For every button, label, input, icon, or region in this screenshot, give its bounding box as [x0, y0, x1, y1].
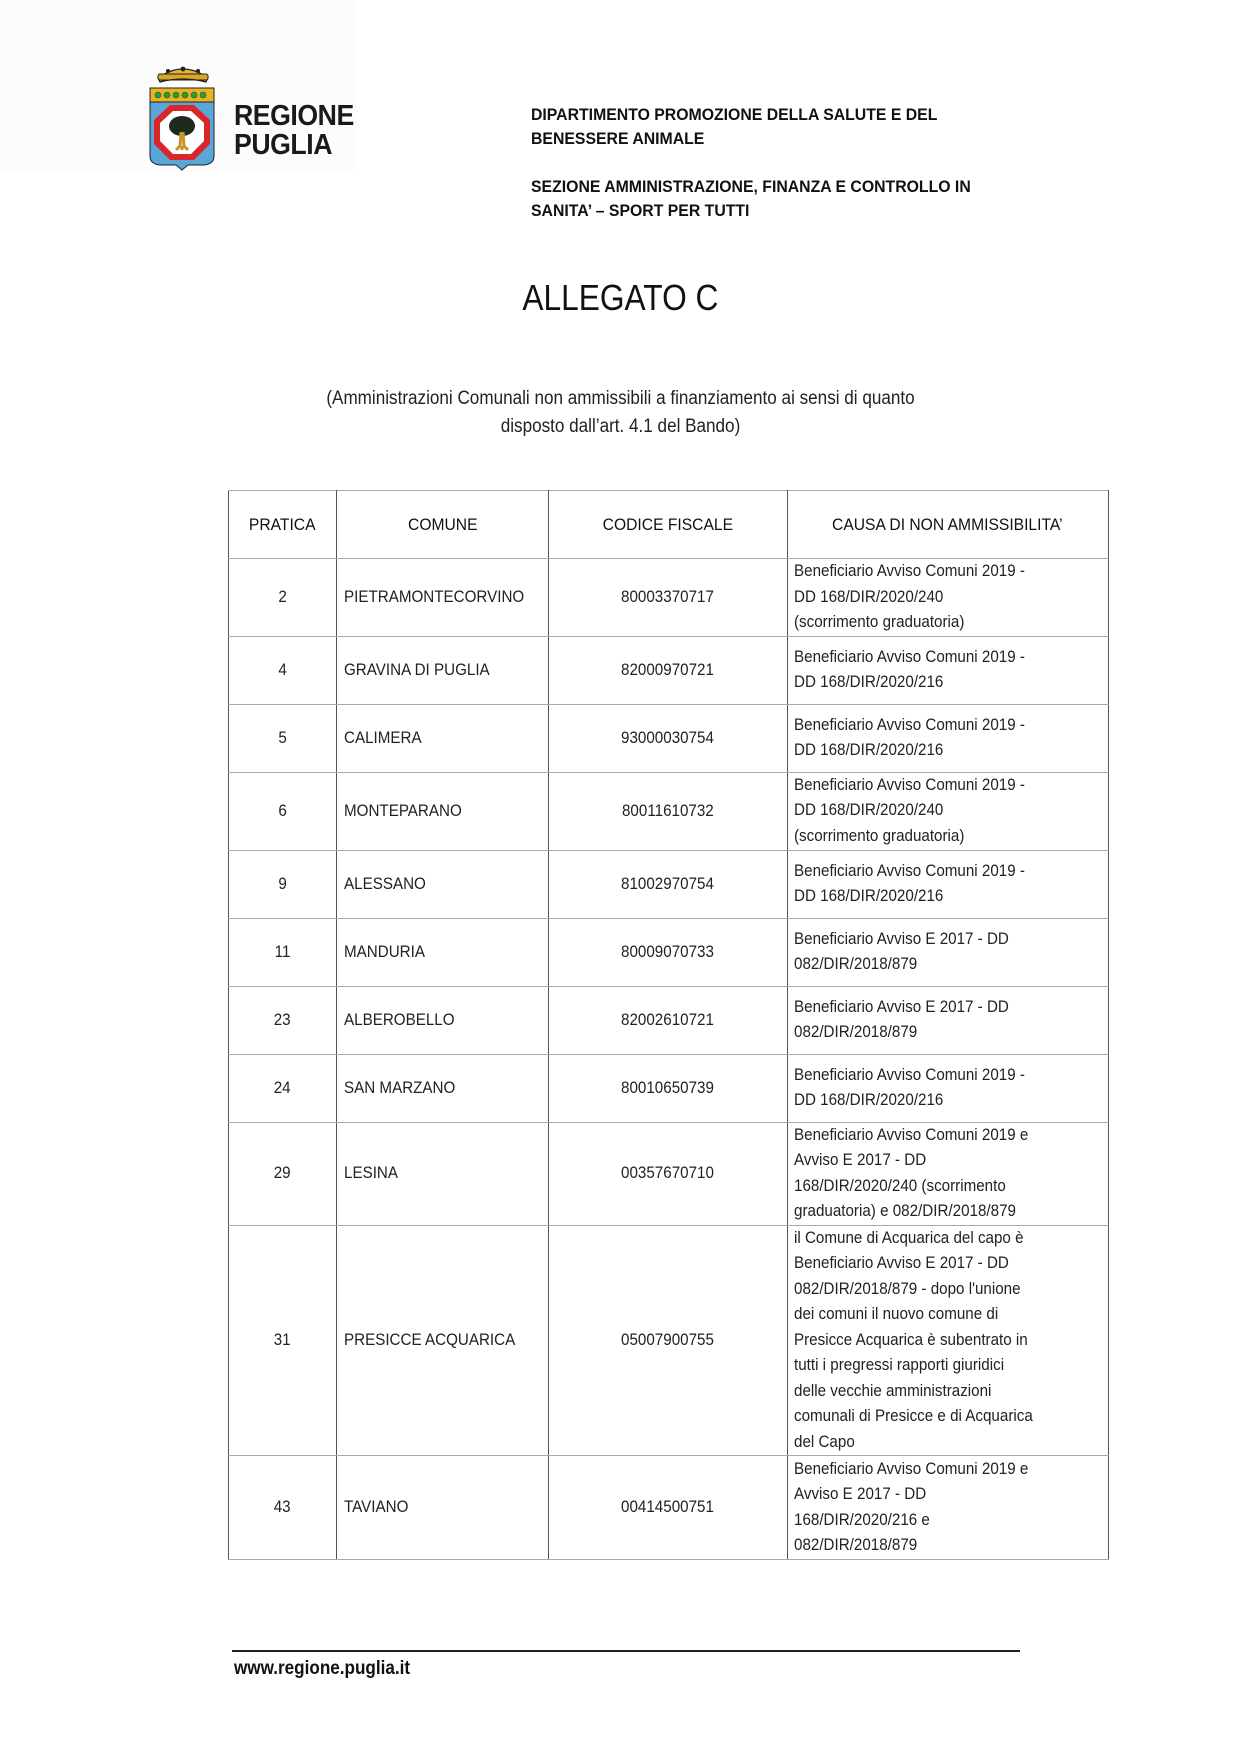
header-pratica: PRATICA [229, 491, 337, 559]
cell-codice-fiscale [549, 772, 787, 850]
cell-codice-fiscale [549, 850, 787, 918]
cell-comune-text: MANDURIA [343, 942, 425, 961]
causa-line: Beneficiario Avviso E 2017 - DD [793, 1254, 1009, 1272]
causa-line: DD 168/DIR/2020/216 [793, 673, 943, 691]
shield-icon [150, 88, 214, 170]
cell-causa [787, 559, 1108, 637]
causa-line: 168/DIR/2020/216 e [793, 1510, 930, 1529]
cell-codice-fiscale [549, 1225, 787, 1456]
cell-pratica-text: 29 [273, 1164, 291, 1182]
cell-causa [787, 636, 1108, 704]
cell-comune-text: ALBEROBELLO [343, 1010, 455, 1029]
cell-comune [336, 772, 549, 850]
causa-line: Presicce Acquarica è subentrato in [793, 1330, 1028, 1349]
causa-line: Beneficiario Avviso Comuni 2019 - [793, 775, 1025, 794]
department-line1: DIPARTIMENTO PROMOZIONE DELLA SALUTE E DEL [531, 105, 938, 124]
cell-pratica-text: 6 [278, 801, 287, 820]
cell-comune [336, 918, 549, 986]
table-row [229, 704, 1109, 772]
cell-codice-fiscale-text: 81002970754 [621, 874, 715, 893]
causa-line: Avviso E 2017 - DD [793, 1151, 926, 1169]
cell-pratica [229, 850, 337, 918]
cell-pratica [229, 772, 337, 850]
cell-comune [336, 986, 549, 1054]
causa-line: DD 168/DIR/2020/216 [793, 887, 943, 905]
causa-line: 082/DIR/2018/879 [793, 1536, 917, 1554]
cell-codice-fiscale [549, 636, 787, 704]
logo-name-line2: PUGLIA [234, 129, 333, 161]
cell-pratica-text: 31 [273, 1330, 291, 1349]
causa-line: Beneficiario Avviso E 2017 - DD [793, 997, 1009, 1016]
cell-pratica-text: 2 [278, 587, 287, 606]
cell-comune-text: PIETRAMONTECORVINO [343, 587, 525, 606]
cell-causa [787, 1122, 1108, 1225]
cell-comune [336, 1225, 549, 1456]
causa-line: Avviso E 2017 - DD [793, 1485, 926, 1503]
causa-line: comunali di Presicce e di Acquarica [793, 1407, 1033, 1425]
causa-line: DD 168/DIR/2020/240 [793, 801, 943, 820]
cell-pratica-text: 4 [278, 660, 287, 679]
cell-codice-fiscale-text: 80011610732 [622, 801, 714, 820]
causa-line: Beneficiario Avviso Comuni 2019 - [793, 715, 1025, 734]
cell-causa [787, 772, 1108, 850]
subtitle-line2: disposto dall’art. 4.1 del Bando) [500, 416, 741, 437]
cell-pratica [229, 1122, 337, 1225]
cell-comune-text: ALESSANO [343, 874, 426, 893]
causa-line: delle vecchie amministrazioni [793, 1381, 992, 1400]
cell-codice-fiscale-text: 80003370717 [621, 587, 715, 606]
cell-codice-fiscale [549, 704, 787, 772]
cell-pratica-text: 9 [278, 874, 287, 893]
table-row [229, 1225, 1109, 1456]
causa-line: 082/DIR/2018/879 [793, 1023, 917, 1041]
causa-line: DD 168/DIR/2020/240 [793, 587, 943, 606]
footer-website[interactable] [234, 1656, 430, 1682]
document-subtitle [0, 385, 1241, 441]
cell-comune [336, 704, 549, 772]
cell-codice-fiscale [549, 1122, 787, 1225]
cell-codice-fiscale-text: 80009070733 [621, 942, 715, 961]
causa-line: (scorrimento graduatoria) [793, 826, 965, 845]
table-row [229, 1054, 1109, 1122]
table-header-row [229, 491, 1109, 559]
header-codice-fiscale: CODICE FISCALE [549, 491, 787, 559]
cell-comune-text: PRESICCE ACQUARICA [343, 1330, 516, 1349]
cell-pratica [229, 1456, 337, 1560]
cell-codice-fiscale-text: 93000030754 [621, 728, 715, 747]
cell-codice-fiscale [549, 986, 787, 1054]
table-row [229, 636, 1109, 704]
cell-codice-fiscale-text: 82002610721 [621, 1010, 715, 1029]
cell-comune [336, 1122, 549, 1225]
table-row [229, 1456, 1109, 1560]
section-line1: SEZIONE AMMINISTRAZIONE, FINANZA E CONTROLLO IN [531, 177, 971, 196]
causa-line: 168/DIR/2020/240 (scorrimento [793, 1176, 1006, 1195]
causa-line: del Capo [793, 1432, 855, 1451]
logo-name-line1: REGIONE [234, 100, 354, 132]
table-row [229, 918, 1109, 986]
cell-pratica [229, 559, 337, 637]
cell-comune [336, 1456, 549, 1560]
department-line2: BENESSERE ANIMALE [531, 129, 705, 148]
document-title-text: ALLEGATO C [522, 277, 719, 318]
section-line2: SANITA’ – SPORT PER TUTTI [531, 201, 750, 220]
non-admissible-table [228, 490, 1109, 1560]
cell-pratica-text: 43 [273, 1498, 291, 1516]
subtitle-line1: (Amministrazioni Comunali non ammissibili a finanziamento ai sensi di quanto [326, 388, 915, 409]
cell-causa [787, 918, 1108, 986]
causa-line: Beneficiario Avviso Comuni 2019 - [793, 562, 1025, 580]
causa-line: il Comune di Acquarica del capo è [793, 1228, 1024, 1247]
table-row [229, 850, 1109, 918]
cell-codice-fiscale-text: 05007900755 [621, 1330, 715, 1349]
table-row [229, 559, 1109, 637]
cell-codice-fiscale [549, 559, 787, 637]
cell-codice-fiscale-text: 00357670710 [621, 1164, 715, 1182]
cell-pratica [229, 704, 337, 772]
causa-line: graduatoria) e 082/DIR/2018/879 [793, 1202, 1016, 1220]
cell-codice-fiscale [549, 1054, 787, 1122]
cell-comune-text: GRAVINA DI PUGLIA [343, 660, 490, 679]
cell-pratica-text: 5 [278, 728, 287, 747]
causa-line: Beneficiario Avviso Comuni 2019 - [793, 861, 1025, 880]
causa-line: Beneficiario Avviso Comuni 2019 - [793, 1065, 1025, 1084]
cell-pratica [229, 918, 337, 986]
crown-icon [158, 67, 208, 82]
causa-line: Beneficiario Avviso E 2017 - DD [793, 929, 1009, 948]
cell-pratica [229, 986, 337, 1054]
cell-comune-text: MONTEPARANO [343, 801, 462, 820]
footer-website-link[interactable]: www.regione.puglia.it [234, 1658, 411, 1679]
coat-of-arms-icon [148, 60, 218, 172]
document-title [0, 276, 1241, 320]
cell-pratica [229, 1054, 337, 1122]
footer-divider [232, 1650, 1020, 1652]
cell-pratica-text: 24 [273, 1078, 291, 1097]
cell-pratica [229, 1225, 337, 1456]
causa-line: DD 168/DIR/2020/216 [793, 741, 943, 759]
causa-line: Beneficiario Avviso Comuni 2019 e [793, 1459, 1028, 1478]
causa-line: dei comuni il nuovo comune di [793, 1305, 998, 1323]
cell-causa [787, 850, 1108, 918]
causa-line: 082/DIR/2018/879 [793, 955, 917, 973]
header-causa: CAUSA DI NON AMMISSIBILITA’ [787, 491, 1108, 559]
table-row [229, 1122, 1109, 1225]
cell-comune [336, 559, 549, 637]
cell-comune-text: TAVIANO [343, 1498, 409, 1516]
causa-line: DD 168/DIR/2020/216 [793, 1091, 943, 1109]
causa-line: tutti i pregressi rapporti giuridici [793, 1356, 1004, 1374]
cell-codice-fiscale-text: 80010650739 [621, 1078, 715, 1097]
cell-codice-fiscale [549, 918, 787, 986]
cell-comune-text: LESINA [343, 1164, 398, 1182]
causa-line: Beneficiario Avviso Comuni 2019 e [793, 1125, 1028, 1144]
table-row [229, 772, 1109, 850]
cell-comune-text: SAN MARZANO [343, 1078, 456, 1097]
cell-causa [787, 704, 1108, 772]
cell-comune-text: CALIMERA [343, 728, 422, 747]
cell-pratica [229, 636, 337, 704]
cell-pratica-text: 23 [273, 1010, 291, 1029]
cell-codice-fiscale-text: 82000970721 [621, 660, 715, 679]
cell-causa [787, 1225, 1108, 1456]
department-header [531, 103, 1091, 223]
cell-codice-fiscale-text: 00414500751 [621, 1498, 715, 1516]
cell-codice-fiscale [549, 1456, 787, 1560]
cell-causa [787, 986, 1108, 1054]
cell-comune [336, 850, 549, 918]
cell-pratica-text: 11 [274, 942, 291, 961]
cell-causa [787, 1456, 1108, 1560]
regione-puglia-wordmark [234, 102, 364, 160]
causa-line: Beneficiario Avviso Comuni 2019 - [793, 647, 1025, 666]
cell-comune [336, 636, 549, 704]
cell-comune [336, 1054, 549, 1122]
table-row [229, 986, 1109, 1054]
causa-line: (scorrimento graduatoria) [793, 613, 965, 631]
causa-line: 082/DIR/2018/879 - dopo l'unione [793, 1279, 1021, 1298]
header-comune: COMUNE [336, 491, 549, 559]
cell-causa [787, 1054, 1108, 1122]
